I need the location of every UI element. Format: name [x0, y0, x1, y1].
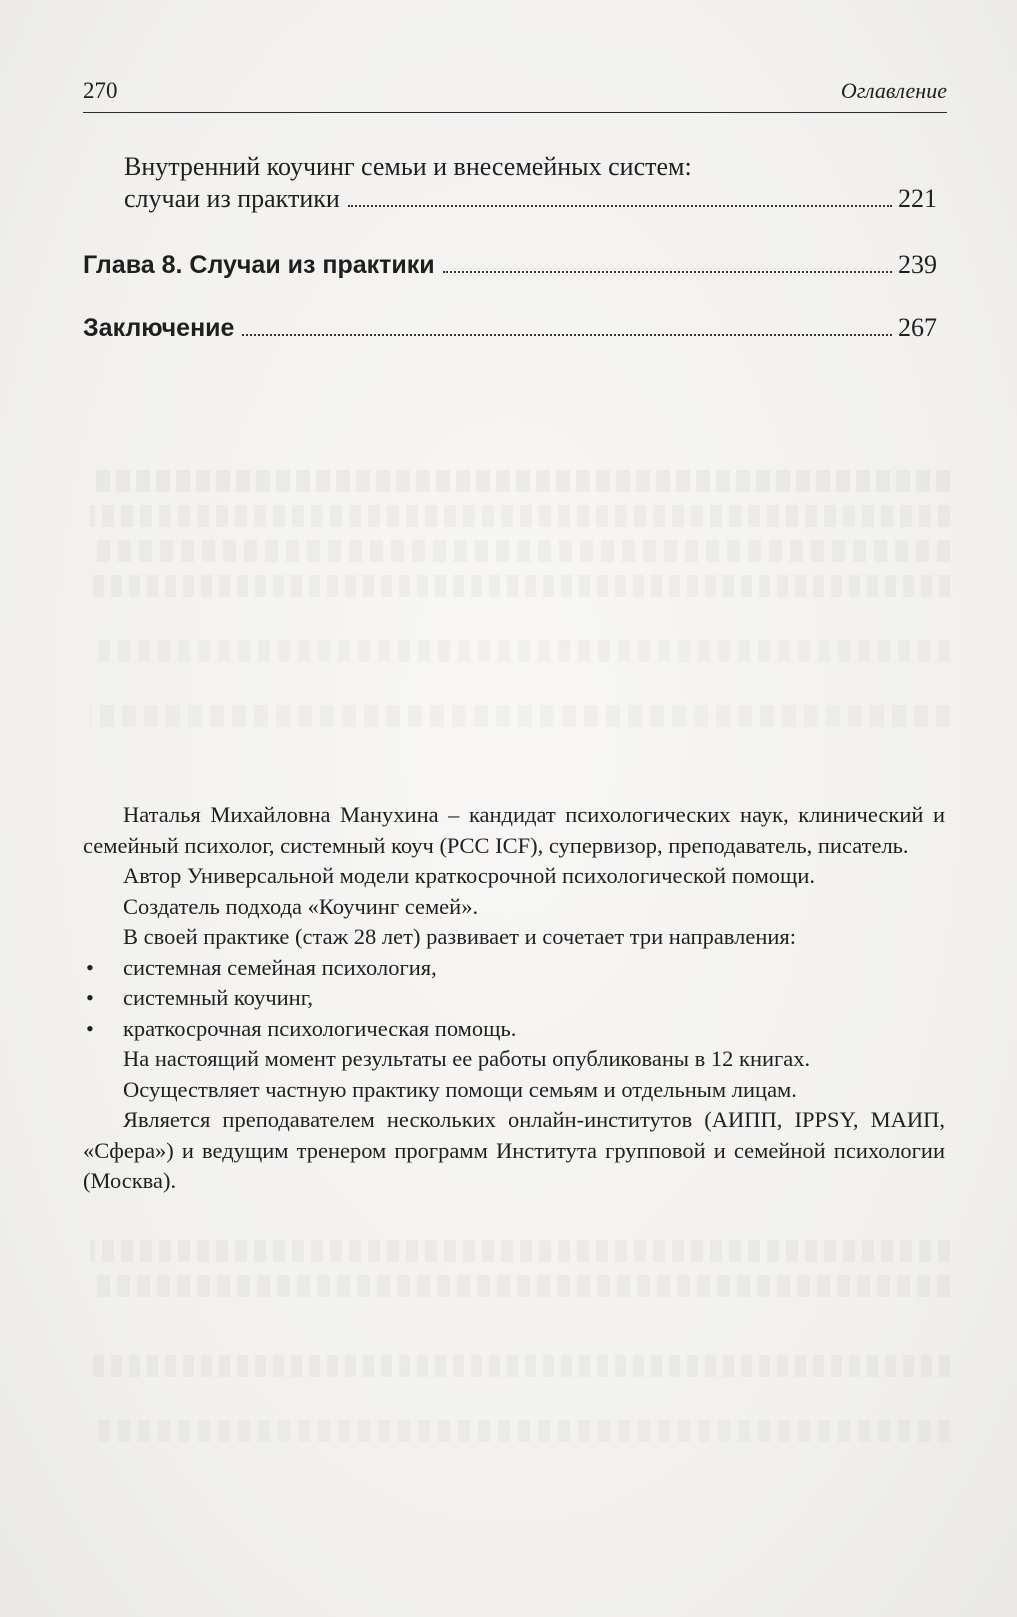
toc-entry-1-page: 221: [898, 184, 937, 213]
bullet-icon: •: [86, 1015, 94, 1041]
bleed-through-line: [90, 470, 950, 492]
bleed-through-line: [90, 575, 950, 597]
bio-paragraph: Осуществляет частную практику помощи семьям и отдельным лицам.: [123, 1076, 797, 1102]
toc-entry-2-title: Глава 8. Случаи из практики: [83, 251, 435, 279]
toc-entry-2-page: 239: [898, 250, 937, 279]
bio-paragraph: Автор Универсальной модели краткосрочной психологической помощи.: [123, 863, 816, 888]
page-number: 270: [83, 78, 118, 103]
toc-entry-1: [124, 184, 937, 214]
running-title: Оглавление: [840, 78, 947, 103]
toc-entry-3-title: Заключение: [83, 314, 235, 342]
list-item-text: краткосрочная психологическая помощь.: [123, 1015, 517, 1041]
list-item: [83, 1014, 945, 1045]
bleed-through-line: [90, 1420, 950, 1442]
list-item: [83, 953, 945, 984]
toc-entry-1-line-1: Внутренний коучинг семьи и внесемейных систем:: [124, 152, 692, 181]
toc-leader-dots: [242, 333, 892, 336]
page-header: [83, 72, 947, 113]
toc-leader-dots: [348, 204, 892, 207]
bleed-through-line: [90, 505, 950, 527]
list-item-text: системная семейная психология,: [123, 954, 437, 980]
bleed-through-line: [90, 1355, 950, 1377]
toc-entry-2: [83, 250, 937, 280]
toc-leader-dots: [443, 270, 892, 273]
bleed-through-line: [90, 1240, 950, 1262]
toc-entry-3-page: 267: [898, 313, 937, 342]
bullet-icon: •: [86, 954, 94, 980]
bleed-through-line: [90, 1275, 950, 1297]
bio-paragraph: Наталья Михайловна Манухина – кандидат психологических наук, клинический и семейный психолог, системный коуч (PCC ICF), супервизор, преподаватель, писатель.: [83, 802, 945, 858]
bleed-through-line: [90, 705, 950, 727]
bleed-through-line: [90, 640, 950, 662]
toc-entry-1-title: случаи из практики: [124, 184, 340, 213]
list-item: [83, 983, 945, 1014]
bio-directions-list: [83, 953, 945, 1045]
list-item-text: системный коучинг,: [123, 985, 314, 1010]
bio-paragraph: На настоящий момент результаты ее работы опубликованы в 12 книгах.: [123, 1046, 811, 1071]
bio-paragraph: В своей практике (стаж 28 лет) развивает и сочетает три направления:: [123, 924, 797, 949]
bio-paragraph: Является преподавателем нескольких онлайн-институтов (АИПП, IPPSY, МАИП, «Сфера») и ведущим тренером программ Института групповой и семейной психологии (Москва).: [83, 1107, 945, 1193]
bio-paragraph: Создатель подхода «Коучинг семей».: [123, 893, 479, 919]
toc-entry-3: [83, 313, 937, 343]
author-bio: [83, 800, 945, 1197]
bullet-icon: •: [86, 985, 94, 1010]
bleed-through-line: [90, 540, 950, 562]
